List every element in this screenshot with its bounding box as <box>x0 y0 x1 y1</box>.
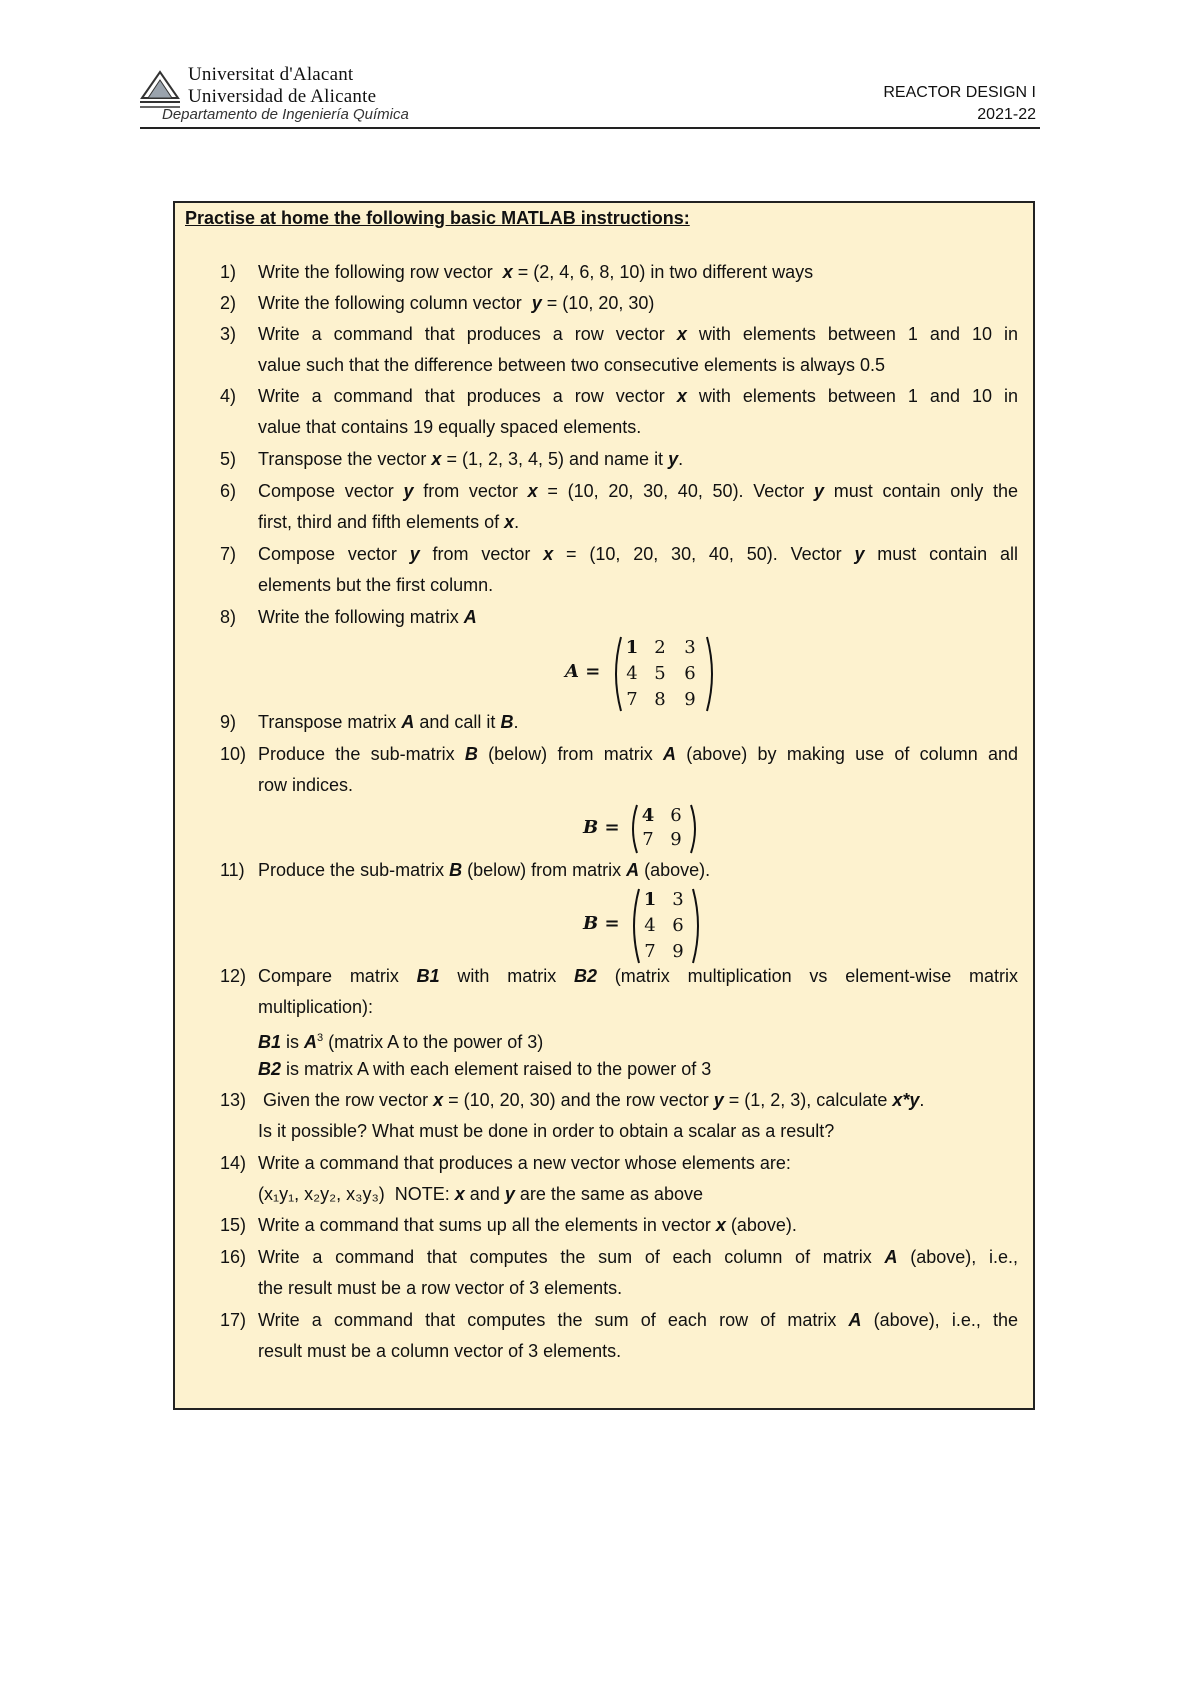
matrix-label: B = <box>583 913 620 934</box>
item-text: Write the following row vector x = (2, 4, 6, 8, 10) in two different ways <box>258 262 814 282</box>
university-name-valencian: Universitat d'Alacant <box>188 64 354 85</box>
matrix-cell: 3 <box>684 637 696 658</box>
item-text: Write a command that produces a row vector x with elements between 1 and 10 in <box>258 386 1018 406</box>
item-number: 6) <box>220 481 237 501</box>
item-text: first, third and fifth elements of x. <box>258 512 520 532</box>
matrix-cell: 8 <box>654 689 666 710</box>
matrix-cell: 7 <box>644 941 656 962</box>
matrix-cell: 2 <box>654 637 666 658</box>
item-text: Compose vector y from vector x = (10, 20, 30, 40, 50). Vector y must contain only the <box>258 481 1018 501</box>
item-number: 13) <box>220 1090 247 1110</box>
matrix-cell: 4 <box>644 915 656 936</box>
matrix-cell: 6 <box>684 663 696 684</box>
department-name: Departamento de Ingeniería Química <box>162 106 409 123</box>
item-text: Produce the sub-matrix B (below) from matrix A (above) by making use of column and <box>258 744 1019 764</box>
exercise-title: Practise at home the following basic MATLAB instructions: <box>185 208 690 228</box>
item-number: 9) <box>220 712 237 732</box>
item-number: 4) <box>220 386 237 406</box>
item-text: value that contains 19 equally spaced elements. <box>258 417 642 437</box>
item-text: B1 is $A^3$ (matrix A to the power of 3) <box>258 1032 544 1052</box>
item-text: result must be a column vector of 3 elements. <box>258 1341 622 1361</box>
matrix-cell: 7 <box>626 689 638 710</box>
item-number: 1) <box>220 262 237 282</box>
item-number: 5) <box>220 449 237 469</box>
item-number: 16) <box>220 1247 247 1267</box>
matrix-cell: 1 <box>643 889 657 910</box>
item-text: Compose vector y from vector x = (10, 20, 30, 40, 50). Vector y must contain all <box>258 544 1018 564</box>
exercise-box <box>173 201 1035 1410</box>
item-text: Write a command that sums up all the elements in vector x (above). <box>258 1215 797 1235</box>
item-text: Write the following column vector y = (10, 20, 30) <box>258 293 655 313</box>
matrix-cell: 3 <box>672 889 684 910</box>
item-text: Produce the sub-matrix B (below) from matrix A (above). <box>258 860 711 880</box>
item-text: (x₁y₁, x₂y₂, x₃y₃) NOTE: x and y are the same as above <box>258 1184 703 1204</box>
right-paren-icon <box>705 635 719 713</box>
item-text: B2 is matrix A with each element raised to the power of 3 <box>258 1059 712 1079</box>
item-text: Write a command that produces a new vector whose elements are: <box>258 1153 791 1173</box>
item-text: Write a command that computes the sum of each column of matrix A (above), i.e., <box>258 1247 1018 1267</box>
university-name-spanish: Universidad de Alicante <box>188 86 377 107</box>
matrix-label: B = <box>583 817 620 838</box>
matrix-b-3x2 <box>583 887 703 965</box>
right-paren-icon <box>689 803 701 855</box>
right-paren-icon <box>691 887 705 965</box>
item-text: elements but the first column. <box>258 575 494 595</box>
item-text: Write a command that produces a row vector x with elements between 1 and 10 in <box>258 324 1018 344</box>
item-text: multiplication): <box>258 997 374 1017</box>
header-divider <box>140 127 1040 129</box>
item-number: 11) <box>220 860 245 880</box>
matrix-cell: 9 <box>670 829 682 850</box>
item-number: 12) <box>220 966 247 986</box>
page-header <box>140 62 1040 130</box>
item-text: the result must be a row vector of 3 elements. <box>258 1278 623 1298</box>
item-text: value such that the difference between two consecutive elements is always 0.5 <box>258 355 886 375</box>
item-number: 8) <box>220 607 237 627</box>
item-text: Given the row vector x = (10, 20, 30) and the row vector y = (1, 2, 3), calculate x*y. <box>258 1090 925 1110</box>
item-number: 3) <box>220 324 237 344</box>
matrix-cell: 5 <box>654 663 666 684</box>
matrix-cell: 9 <box>672 941 684 962</box>
item-number: 7) <box>220 544 237 564</box>
matrix-cell: 4 <box>626 663 638 684</box>
matrix-cell: 1 <box>625 637 639 658</box>
item-number: 10) <box>220 744 247 764</box>
matrix-cell: 9 <box>684 689 696 710</box>
item-number: 14) <box>220 1153 247 1173</box>
item-number: 17) <box>220 1310 247 1330</box>
course-title: REACTOR DESIGN I <box>883 84 1036 101</box>
matrix-cell: 6 <box>672 915 684 936</box>
item-text: Transpose the vector x = (1, 2, 3, 4, 5) and name it y. <box>258 449 684 469</box>
item-text: Compare matrix B1 with matrix B2 (matrix multiplication vs element-wise matrix <box>258 966 1019 986</box>
matrix-cell: 7 <box>642 829 654 850</box>
matrix-label: A = <box>565 661 601 682</box>
matrix-cell: 6 <box>670 805 682 826</box>
matrix-b-2x2 <box>583 803 703 855</box>
item-text: Write a command that computes the sum of each row of matrix A (above), i.e., the <box>258 1310 1018 1330</box>
academic-year: 2021-22 <box>977 106 1036 123</box>
item-text: Write the following matrix A <box>258 607 477 627</box>
item-text: Transpose matrix A and call it B. <box>258 712 519 732</box>
matrix-a <box>565 635 735 713</box>
item-text: Is it possible? What must be done in order to obtain a scalar as a result? <box>258 1121 835 1141</box>
item-number: 2) <box>220 293 237 313</box>
item-number: 15) <box>220 1215 247 1235</box>
matrix-cell: 4 <box>641 805 655 826</box>
item-text: row indices. <box>258 775 354 795</box>
